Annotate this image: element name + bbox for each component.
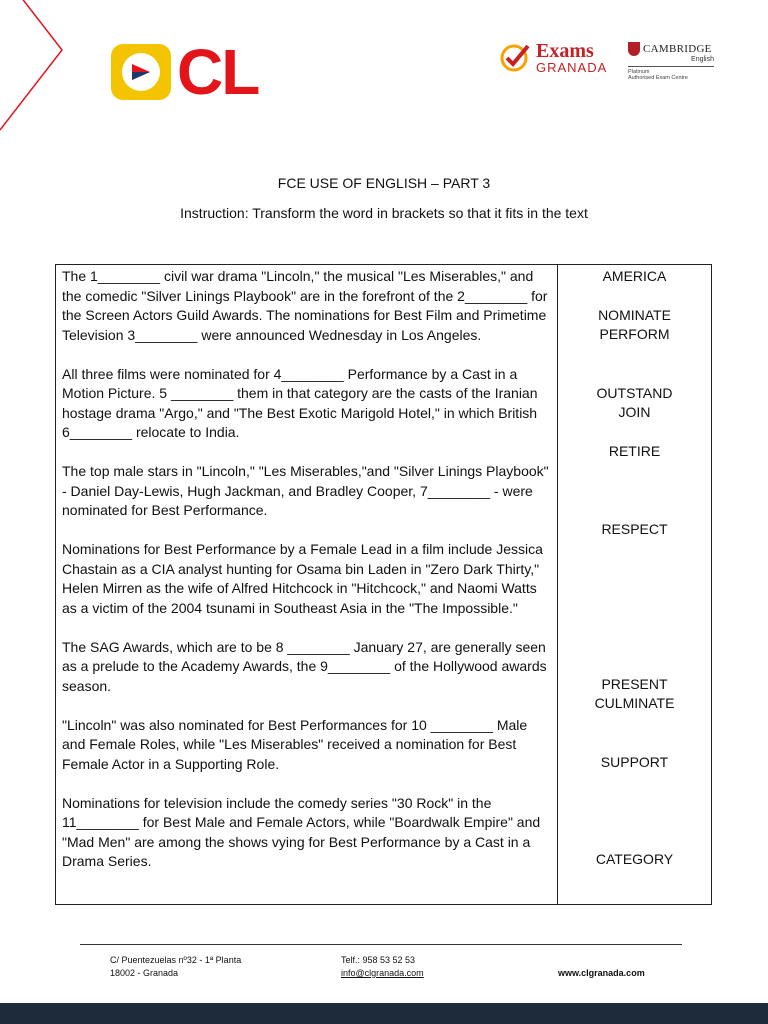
- exams-subtitle: GRANADA: [536, 59, 608, 75]
- exams-granada-logo: [498, 40, 607, 74]
- cambridge-level: Platinum: [628, 69, 650, 75]
- instruction-text: Instruction: Transform the word in brackets so that it fits in the text: [180, 205, 588, 221]
- cambridge-logo: [628, 42, 714, 81]
- exercise-table: [55, 264, 712, 905]
- footer-band: [0, 1003, 768, 1024]
- footer-contact: [341, 954, 424, 980]
- checkmark-icon: [498, 40, 532, 74]
- word-respect: RESPECT: [601, 521, 668, 537]
- word-category: CATEGORY: [595, 851, 674, 867]
- word-retire: RETIRE: [608, 443, 661, 459]
- cambridge-centre: Authorised Exam Centre: [628, 75, 688, 81]
- paragraph-7: Nominations for television include the comedy series "30 Rock" in the 11________ for Best Male and Female Actors, while "Boardwalk Empire" and "Mad Men" are among the shows vying for Best Performance by a Cast in a Drama Series.: [62, 794, 541, 869]
- paragraph-6: "Lincoln" was also nominated for Best Performances for 10 ________ Male and Female Roles, while "Les Miserables" received a nomination for Best Female Actor in a Supporting Role.: [62, 716, 528, 772]
- corner-decoration: [0, 0, 70, 150]
- website-link[interactable]: www.clgranada.com: [558, 968, 645, 978]
- paragraph-2: All three films were nominated for 4________ Performance by a Cast in a Motion Picture. 5 ________ them in that category are the casts of the Iranian hostage drama "Argo," and "The Best Exotic Marigold Hotel," in which British 6________ relocate to India.: [62, 365, 538, 440]
- word-perform: PERFORM: [599, 326, 670, 342]
- paragraph-1: The 1________ civil war drama "Lincoln," the musical "Les Miserables," and the comedic "Silver Linings Playbook" are in the forefront of the 2________ for the Screen Actors Guild Awards. The nominations for Best Film and Primetime Television 3________ were announced Wednesday in Los Angeles.: [62, 268, 548, 343]
- cambridge-name: CAMBRIDGE: [643, 43, 712, 55]
- footer-divider: [80, 944, 682, 945]
- cl-logo: [111, 36, 259, 108]
- word-america: AMERICA: [602, 268, 667, 284]
- word-column: [558, 265, 711, 904]
- paragraph-5: The SAG Awards, which are to be 8 ________ January 27, are generally seen as a prelude to the Academy Awards, the 9________ of the Hollywood awards season.: [62, 638, 547, 694]
- email-link[interactable]: info@clgranada.com: [341, 968, 424, 978]
- word-support: SUPPORT: [600, 754, 669, 770]
- paragraph-4: Nominations for Best Performance by a Female Lead in a film include Jessica Chastain as a CIA analyst hunting for Osama bin Laden in "Zero Dark Thirty," Helen Mirren as the wife of Alfred Hitchcock in "Hitchcock," and Naomi Watts as a victim of the 2004 tsunami in Southeast Asia in the "The Impossible.": [62, 541, 543, 616]
- exams-title: Exams: [536, 39, 594, 62]
- page-title: FCE USE OF ENGLISH – PART 3: [277, 175, 491, 191]
- word-nominate: NOMINATE: [598, 307, 671, 323]
- phone-text: Telf.: 958 53 52 53: [341, 955, 416, 965]
- cambridge-shield-icon: [628, 42, 640, 56]
- word-culminate: CULMINATE: [594, 695, 675, 711]
- word-join: JOIN: [618, 404, 651, 420]
- cambridge-english: English: [691, 56, 714, 63]
- arrow-icon: [128, 59, 154, 85]
- footer-address: [110, 954, 241, 980]
- address-line-2: 18002 - Granada: [110, 968, 179, 978]
- word-outstand: OUTSTAND: [596, 385, 673, 401]
- cl-logo-badge: [111, 44, 171, 100]
- text-column: [56, 265, 558, 904]
- word-present: PRESENT: [601, 676, 668, 692]
- address-line-1: C/ Puentezuelas nº32 - 1ª Planta: [110, 955, 242, 965]
- paragraph-3: The top male stars in "Lincoln," "Les Miserables,"and "Silver Linings Playbook" - Daniel Day-Lewis, Hugh Jackman, and Bradley Cooper, 7________ - were nominated for Best Performance.: [62, 463, 549, 518]
- cl-logo-text: CL: [177, 36, 259, 108]
